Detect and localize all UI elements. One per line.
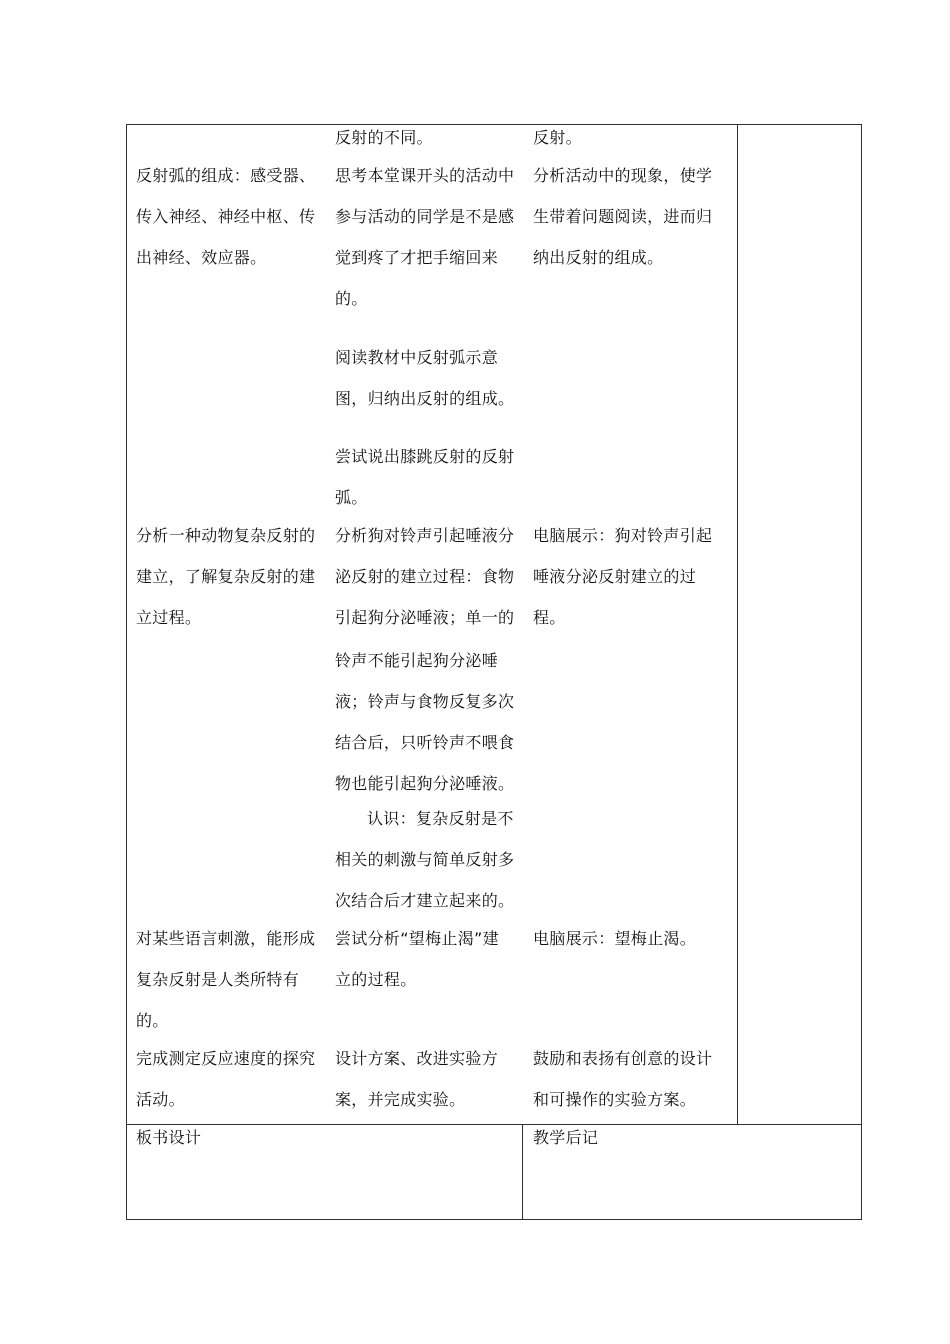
cell-text: 反射的不同。 (335, 128, 433, 147)
cell-text: 生带着问题阅读，进而归 (533, 207, 713, 226)
cell-text: 传入神经、神经中枢、传 (136, 207, 316, 226)
cell-text: 铃声不能引起狗分泌唾 (335, 651, 499, 670)
cell-text: 程。 (533, 608, 566, 627)
cell-text: 对某些语言刺激，能形成 (136, 929, 316, 948)
cell-text: 分析一种动物复杂反射的 (136, 526, 316, 545)
cell-text: 阅读教材中反射弧示意 (335, 348, 499, 367)
cell-text: 出神经、效应器。 (136, 248, 267, 267)
cell-text: 唾液分泌反射建立的过 (533, 567, 697, 586)
cell-text: 反射弧的组成：感受器、 (136, 166, 316, 185)
cell-text: 思考本堂课开头的活动中 (335, 166, 515, 185)
cell-text: 和可操作的实验方案。 (533, 1090, 697, 1109)
cell-text: 参与活动的同学是不是感 (335, 207, 515, 226)
board-design-label: 板书设计 (136, 1128, 202, 1147)
footer-column-divider (522, 1124, 523, 1220)
cell-text: 相关的刺激与简单反射多 (335, 850, 515, 869)
cell-text: 分析狗对铃声引起唾液分 (335, 526, 515, 545)
cell-text: 建立，了解复杂反射的建 (136, 567, 316, 586)
cell-text: 液；铃声与食物反复多次 (335, 692, 515, 711)
cell-text: 弧。 (335, 488, 368, 507)
cell-text: 纳出反射的组成。 (533, 248, 664, 267)
cell-text: 引起狗分泌唾液；单一的 (335, 608, 515, 627)
cell-text: 鼓励和表扬有创意的设计 (533, 1049, 713, 1068)
teaching-notes-label: 教学后记 (533, 1128, 599, 1147)
cell-text: 图，归纳出反射的组成。 (335, 389, 515, 408)
cell-text: 案，并完成实验。 (335, 1090, 466, 1109)
cell-text: 完成测定反应速度的探究 (136, 1049, 316, 1068)
cell-text: 分析活动中的现象，使学 (533, 166, 713, 185)
column-divider-right (737, 124, 738, 1125)
cell-text: 尝试分析“望梅止渴”建 (335, 929, 499, 948)
cell-text: 复杂反射是人类所特有 (136, 970, 300, 989)
cell-text: 的。 (136, 1011, 169, 1030)
cell-text: 物也能引起狗分泌唾液。 (335, 774, 515, 793)
cell-text: 结合后，只听铃声不喂食 (335, 733, 515, 752)
cell-text: 反射。 (533, 128, 582, 147)
cell-text: 立的过程。 (335, 970, 417, 989)
cell-text: 觉到疼了才把手缩回来 (335, 248, 499, 267)
cell-text: 尝试说出膝跳反射的反射 (335, 447, 515, 466)
cell-text: 的。 (335, 289, 368, 308)
cell-text: 立过程。 (136, 608, 202, 627)
cell-text: 认识：复杂反射是不 (367, 809, 514, 828)
cell-text: 电脑展示：望梅止渴。 (533, 929, 697, 948)
footer-divider (126, 1124, 862, 1125)
cell-text: 活动。 (136, 1090, 185, 1109)
cell-text: 设计方案、改进实验方 (335, 1049, 499, 1068)
cell-text: 泌反射的建立过程：食物 (335, 567, 515, 586)
cell-text: 次结合后才建立起来的。 (335, 891, 515, 910)
cell-text: 电脑展示：狗对铃声引起 (533, 526, 713, 545)
